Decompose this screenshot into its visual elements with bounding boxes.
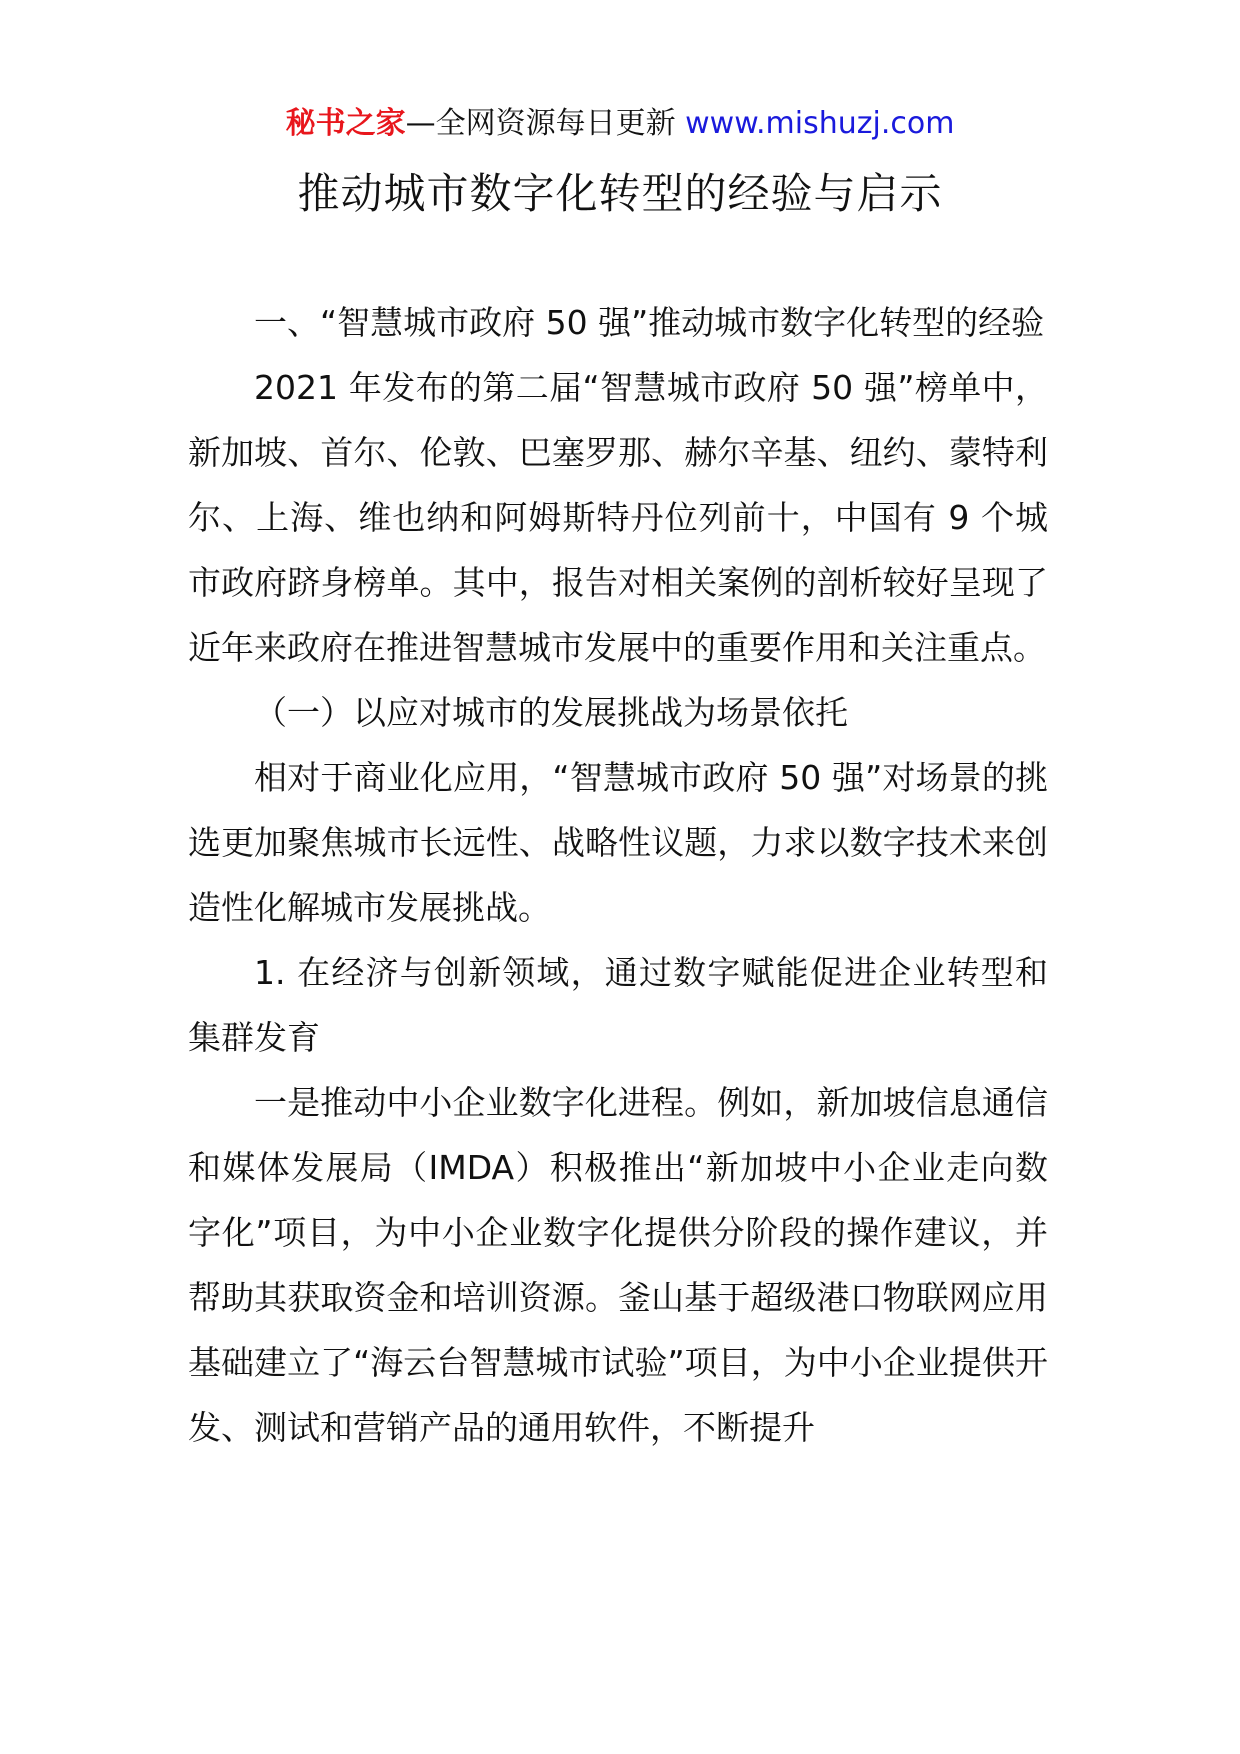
paragraph: 相对于商业化应用，“智慧城市政府 50 强”对场景的挑选更加聚焦城市长远性、战略性议题，力求以数字技术来创造性化解城市发展挑战。 [188,758,1048,927]
item-heading: 1. 在经济与创新领域，通过数字赋能促进企业转型和集群发育 [188,953,1048,1057]
brand-name: 秘书之家 [285,106,406,141]
document-body [188,290,1048,1460]
header-tagline: —全网资源每日更新 [405,106,686,141]
document-title: 推动城市数字化转型的经验与启示 [297,169,943,218]
paragraph: 2021 年发布的第二届“智慧城市政府 50 强”榜单中，新加坡、首尔、伦敦、巴塞罗那、赫尔辛基、纽约、蒙特利尔、上海、维也纳和阿姆斯特丹位列前十，中国有 9 个城市政府跻身榜单。其中，报告对相关案例的剖析较好呈现了近年来政府在推进智慧城市发展中的重要作用和关注重点。 [188,368,1048,667]
site-header [0,100,1240,148]
section-heading: 一、“智慧城市政府 50 强”推动城市数字化转型的经验 [254,303,1045,342]
subsection-heading: （一）以应对城市的发展挑战为场景依托 [254,693,848,732]
site-url-link[interactable]: www.mishuzj.com [685,106,955,141]
paragraph: 一是推动中小企业数字化进程。例如，新加坡信息通信和媒体发展局（IMDA）积极推出“新加坡中小企业走向数字化”项目，为中小企业数字化提供分阶段的操作建议，并帮助其获取资金和培训资源。釜山基于超级港口物联网应用基础建立了“海云台智慧城市试验”项目，为中小企业提供开发、测试和营销产品的通用软件，不断提升 [188,1083,1048,1447]
